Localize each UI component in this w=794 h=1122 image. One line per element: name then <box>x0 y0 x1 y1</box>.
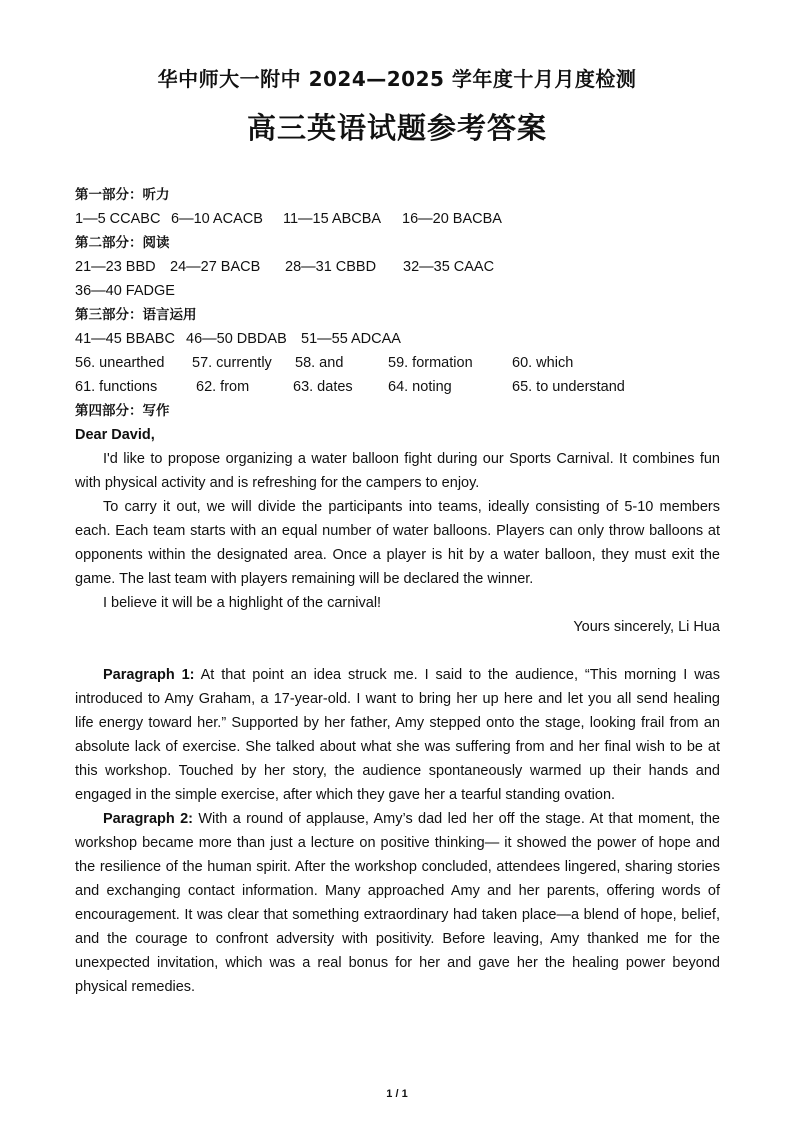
paragraph-label: Paragraph 1: <box>103 667 195 683</box>
answer-group: 46—50 DBDAB <box>186 331 287 347</box>
fill-answer: 64. noting <box>388 379 452 395</box>
answer-group: 28—31 CBBD <box>285 259 377 275</box>
paragraph-text: At that point an idea struck me. I said to the audience, “This morning I was introduced to Amy Graham, a 17-year-old. I want to bring her up here and let you all send healing life energy toward her.” Supported by her father, Amy stepped onto the stage, looking frail from an absolute lack of exercise. She talked about what she was suffering from and her final wish to be at this workshop. Touched by her story, the audience spontaneously warmed up their hands and engaged in the simple exercise, after which they gave her a tearful standing ovation. <box>75 667 720 803</box>
answer-group: 24—27 BACB <box>170 259 261 275</box>
section-heading-reading: 第二部分：阅读 <box>75 235 170 251</box>
fill-answer: 63. dates <box>293 379 353 395</box>
page-number: 1 / 1 <box>386 1088 408 1100</box>
fill-answer: 59. formation <box>388 355 473 371</box>
answer-row <box>75 327 720 351</box>
document-subtitle: 高三英语试题参考答案 <box>246 111 547 145</box>
fill-answer: 58. and <box>295 355 344 371</box>
fill-answer: 65. to understand <box>512 379 625 395</box>
answer-group: 36—40 FADGE <box>75 283 175 299</box>
answer-group: 41—45 BBABC <box>75 331 175 347</box>
letter-paragraph: I'd like to propose organizing a water balloon fight during our Sports Carnival. It combines fun with physical activity and is refreshing for the campers to enjoy. <box>75 451 720 491</box>
letter-signoff: Yours sincerely, Li Hua <box>573 619 720 635</box>
answer-row <box>75 351 720 375</box>
fill-answer: 57. currently <box>192 355 272 371</box>
fill-answer: 61. functions <box>75 379 158 395</box>
continuation-paragraph-2 <box>75 807 720 999</box>
answer-group: 21—23 BBD <box>75 259 156 275</box>
answer-row <box>75 255 720 279</box>
paragraph-text: With a round of applause, Amy’s dad led her off the stage. At that moment, the workshop became more than just a lecture on positive thinking— it showed the power of hope and the resilience of the human spirit. After the workshop concluded, attendees lingered, sharing stories and exchanging contact information. Many approached Amy and her parents, offering words of encouragement. It was clear that something extraordinary had taken place—a blend of hope, belief, and the courage to confront adversity with positivity. Before leaving, Amy thanked me for the unexpected invitation, which was a real bonus for her and gave her the healing power beyond physical remedies. <box>75 811 720 995</box>
answer-group: 16—20 BACBA <box>402 211 502 227</box>
document-title: 华中师大一附中 2024—2025 学年度十月月度检测 <box>157 67 637 91</box>
answer-row <box>75 375 720 399</box>
answer-row <box>75 279 720 303</box>
answer-group: 1—5 CCABC <box>75 211 161 227</box>
paragraph-label: Paragraph 2: <box>103 811 193 827</box>
continuation-paragraph-1 <box>75 663 720 807</box>
answer-group: 6—10 ACACB <box>171 211 263 227</box>
answer-group: 32—35 CAAC <box>403 259 495 275</box>
section-heading-language-use: 第三部分：语言运用 <box>75 307 197 323</box>
section-heading-writing: 第四部分：写作 <box>75 403 170 419</box>
letter-paragraph: To carry it out, we will divide the participants into teams, ideally consisting of 5-10 members each. Each team starts with an equal number of water balloons. Players can only throw balloons at opponents within the designated area. Once a player is hit by a water balloon, they must exit the game. The last team with players remaining will be declared the winner. <box>75 499 720 587</box>
answer-row <box>75 207 720 231</box>
answer-group: 11—15 ABCBA <box>283 211 382 227</box>
answer-group: 51—55 ADCAA <box>301 331 401 347</box>
letter-paragraph: I believe it will be a highlight of the carnival! <box>103 595 382 611</box>
fill-answer: 62. from <box>196 379 250 395</box>
section-heading-listening: 第一部分：听力 <box>75 187 170 203</box>
fill-answer: 56. unearthed <box>75 355 165 371</box>
fill-answer: 60. which <box>512 355 574 371</box>
spacer <box>75 639 720 663</box>
letter-greeting: Dear David, <box>75 427 155 443</box>
answer-content <box>75 183 720 999</box>
